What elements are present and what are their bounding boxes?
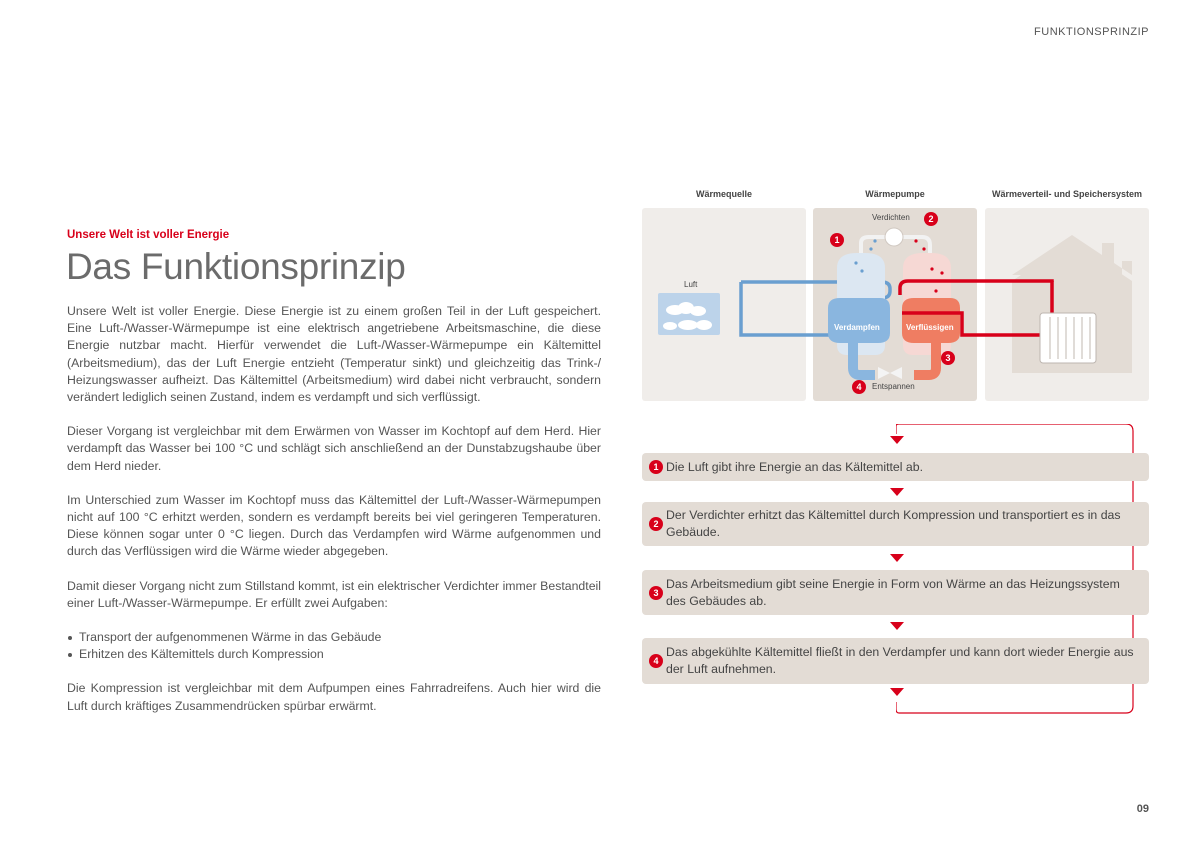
step-2 <box>642 502 1149 546</box>
step-1 <box>642 453 1149 481</box>
heat-pump-diagram <box>640 183 1152 405</box>
section-title: FUNKTIONSPRINZIP <box>1034 26 1149 38</box>
flow-arrow-icon <box>890 554 904 562</box>
step-number-badge: 3 <box>649 586 663 600</box>
flow-arrow-icon <box>890 622 904 630</box>
column-heading-source: Wärmequelle <box>695 189 753 199</box>
flow-arrow-icon <box>890 436 904 444</box>
page-title: Das Funktionsprinzip <box>66 246 406 287</box>
column-heading-system: Wärmeverteil- und Speichersystem <box>991 189 1143 199</box>
step-4 <box>642 638 1149 684</box>
bullet-item: Erhitzen des Kältemittels durch Kompression <box>67 646 601 663</box>
cloud-icon <box>658 293 720 335</box>
expansion-label: Entspannen <box>872 382 915 391</box>
bullet-list <box>67 629 601 663</box>
paragraph: Im Unterschied zum Wasser im Kochtopf muss das Kältemittel der Luft-/Wasser-Wärmepumpen nicht auf 100 °C erhitzt werden, sondern es verdampft bereits bei viel geringeren Temperaturen. Diese können sogar unter 0 °C liegen. Durch das Verdampfen wird Wärme aufgenommen und durch das Verflüssigen wird die Wärme wieder abgegeben. <box>67 492 601 559</box>
page-number: 09 <box>1136 803 1149 815</box>
step-badge-2: 2 <box>924 212 938 226</box>
article-body <box>67 303 601 732</box>
step-text: Das abgekühlte Kältemittel fließt in den Verdampfer und kann dort wieder Energie aus der Luft aufnehmen. <box>666 645 1134 676</box>
step-3 <box>642 570 1149 615</box>
step-text: Die Luft gibt ihre Energie an das Kältemittel ab. <box>666 459 924 474</box>
bullet-item: Transport der aufgenommenen Wärme in das Gebäude <box>67 629 601 646</box>
air-label: Luft <box>684 280 698 289</box>
evaporator-icon <box>828 253 890 375</box>
step-badge-3: 3 <box>941 351 955 365</box>
cycle-steps <box>640 424 1160 724</box>
paragraph: Die Kompression ist vergleichbar mit dem Aufpumpen eines Fahrradreifens. Auch hier wird die Luft durch kräftiges Zusammendrücken spürbar erwärmt. <box>67 681 601 713</box>
evaporator-label: Verdampfen <box>834 323 880 332</box>
expansion-valve-icon <box>878 367 902 379</box>
step-number-badge: 2 <box>649 517 663 531</box>
step-badge-4: 4 <box>852 380 866 394</box>
step-badge-1: 1 <box>830 233 844 247</box>
condenser-label: Verflüssigen <box>906 323 954 332</box>
step-number-badge: 4 <box>649 654 663 668</box>
step-number-badge: 1 <box>649 460 663 474</box>
column-heading-pump: Wärmepumpe <box>865 189 925 199</box>
step-text: Das Arbeitsmedium gibt seine Energie in Form von Wärme an das Heizungssystem des Gebäudes ab. <box>666 576 1120 608</box>
compressor-label: Verdichten <box>872 213 910 222</box>
flow-arrow-icon <box>890 688 904 696</box>
paragraph: Damit dieser Vorgang nicht zum Stillstand kommt, ist ein elektrischer Verdichter immer Bestandteil einer Luft-/Wasser-Wärmepumpe. Er erfüllt zwei Aufgaben: <box>67 578 601 610</box>
paragraph: Unsere Welt ist voller Energie. Diese Energie ist zu einem großen Teil in der Luft gespeichert. Eine Luft-/Wasser-Wärmepumpe ist eine elektrisch angetriebene Arbeitsmaschine, die diese Energie nutzbar macht. Hierfür verwendet die Luft-/Wasser-Wärmepumpe ein Kältemittel (Arbeitsmedium), das der Luft Energie entzieht (Temperatur sinkt) und gleichzeitig das Trink-/ Heizungswasser aufheizt. Das Kältemittel (Arbeitsmedium) wird dabei nicht verbraucht, sondern verändert lediglich seinen Zustand, indem es verdampft und sich verflüssigt. <box>67 304 601 405</box>
radiator-icon <box>1040 313 1096 363</box>
flow-arrow-icon <box>890 488 904 496</box>
paragraph: Dieser Vorgang ist vergleichbar mit dem Erwärmen von Wasser im Kochtopf auf dem Herd. Hier verdampft das Wasser bei 100 °C und schlägt sich anschließend an der Dunstabzugshaube über dem Herd nieder. <box>67 424 601 473</box>
kicker: Unsere Welt ist voller Energie <box>67 229 230 241</box>
step-text: Der Verdichter erhitzt das Kältemittel durch Kompression und transportiert es in das Gebäude. <box>666 508 1121 539</box>
